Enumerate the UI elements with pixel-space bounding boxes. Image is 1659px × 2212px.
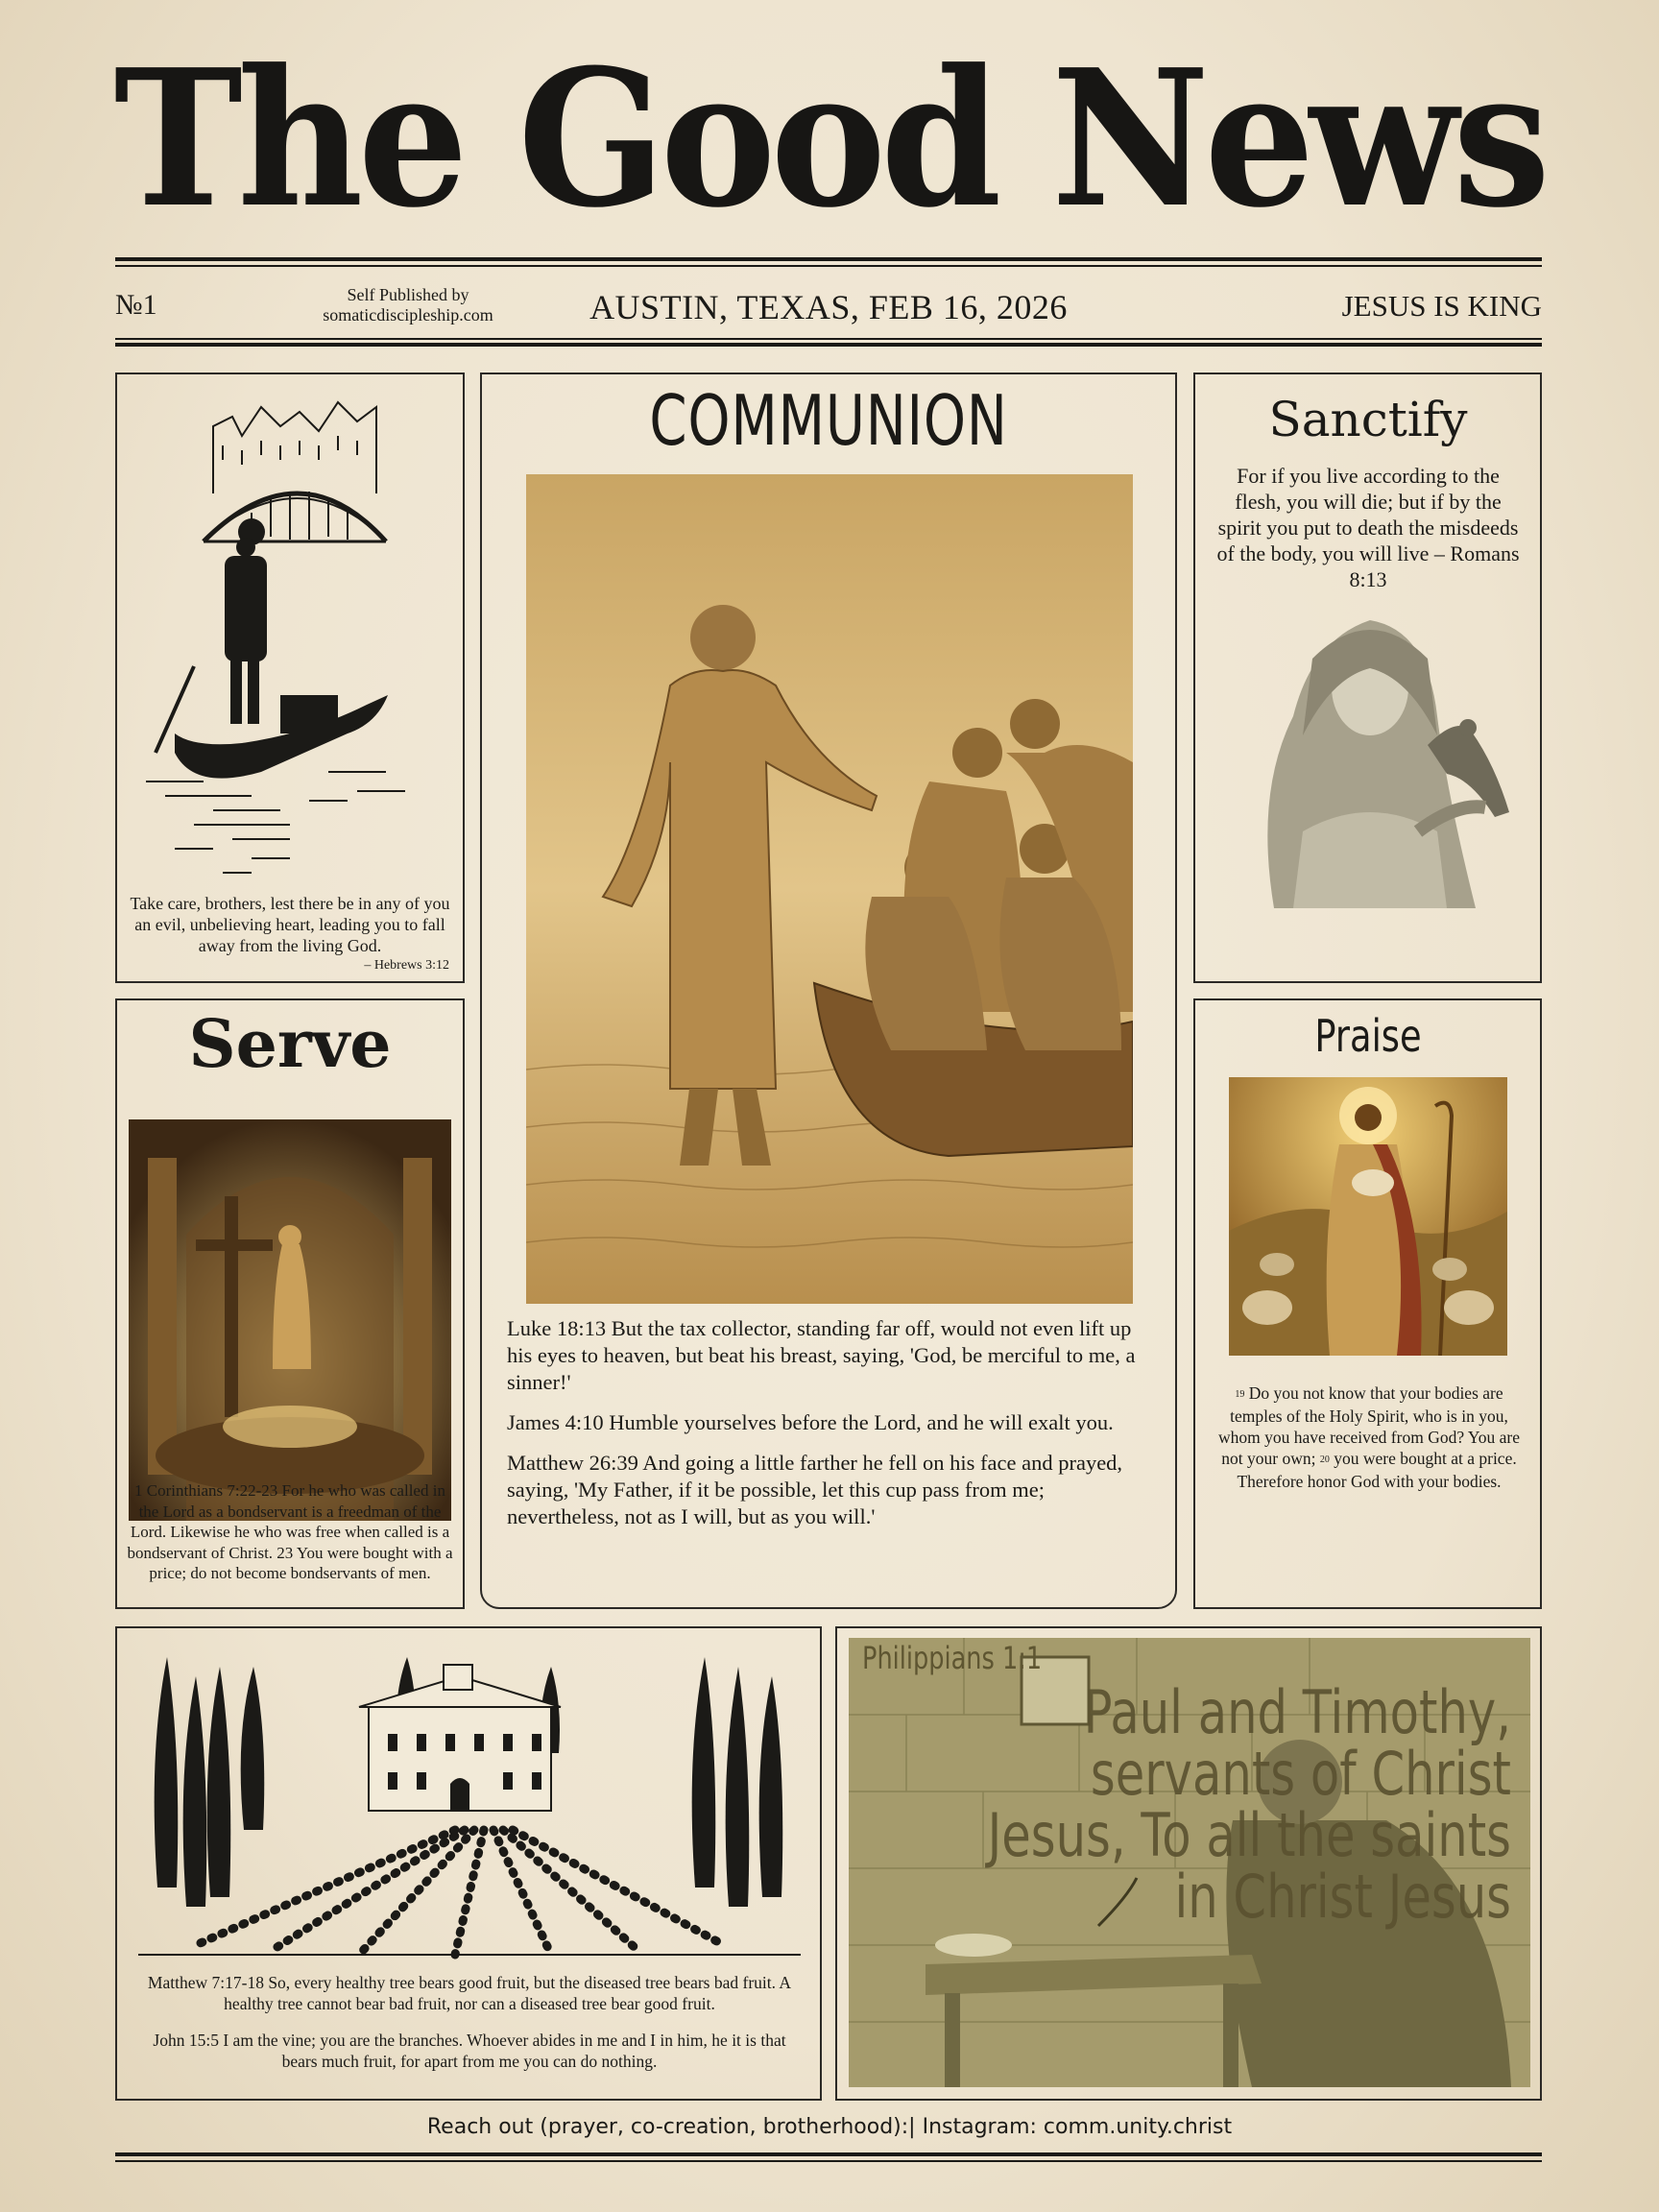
philippians-panel <box>835 1626 1542 2101</box>
fountain-illustration <box>129 1119 451 1521</box>
publisher-line: Self Published by <box>347 285 469 304</box>
praise-title: Praise <box>1314 1010 1422 1062</box>
praise-panel <box>1193 998 1542 1609</box>
mary-with-dove-illustration <box>1216 601 1522 908</box>
verse-number: 20 <box>1319 1455 1330 1465</box>
praise-verse <box>1211 1382 1527 1492</box>
masthead-title: The Good News <box>113 29 1546 250</box>
footer-rule <box>115 2152 1542 2156</box>
gondola-verse-reference: – Hebrews 3:12 <box>364 958 449 973</box>
dateline-rule <box>115 343 1542 347</box>
philippians-reference: Philippians 1:1 <box>862 1640 1043 1676</box>
footer-rule-thin <box>115 2160 1542 2162</box>
masthead-rule-top-thin <box>115 265 1542 267</box>
publisher-site: somaticdiscipleship.com <box>323 305 493 325</box>
serve-panel <box>115 998 465 1609</box>
jesus-walking-on-water-illustration <box>526 474 1133 1304</box>
vineyard-paragraph: Matthew 7:17-18 So, every healthy tree bears good fruit, but the diseased tree bears bad fruit. A healthy tree cannot bear bad fruit, nor can a diseased tree bear good fruit. <box>147 1973 792 2013</box>
dateline <box>115 274 1542 333</box>
vineyard-paragraph: John 15:5 I am the vine; you are the branches. Whoever abides in me and I in him, he it is that bears much fruit, for apart from me you can do nothing. <box>153 2031 786 2071</box>
motto: JESUS IS KING <box>1341 289 1542 323</box>
vineyard-villa-illustration <box>138 1638 801 1964</box>
verse-number: 19 <box>1235 1389 1245 1400</box>
communion-title: COMMUNION <box>649 380 1008 461</box>
masthead-rule-top <box>115 257 1542 261</box>
gondola-illustration <box>136 388 445 926</box>
footer-contact: Reach out (prayer, co-creation, brotherhood):| Instagram: comm.unity.christ <box>426 2115 1233 2139</box>
issue-number: №1 <box>115 289 157 321</box>
communion-paragraph: James 4:10 Humble yourselves before the Lord, and he will exalt you. <box>507 1410 1114 1434</box>
sanctify-panel <box>1193 373 1542 983</box>
philippians-quote: Paul and Timothy, servants of Christ Jesus, To all the saints in Christ Jesus <box>987 1677 1511 1932</box>
good-shepherd-illustration <box>1229 1077 1507 1356</box>
serve-title: Serve <box>188 1006 392 1083</box>
vineyard-verses <box>140 1972 799 2087</box>
communion-paragraph: Matthew 26:39 And going a little farther he fell on his face and prayed, saying, 'My Father, if it be possible, let this cup pass from me; nevertheless, not as I will, but as you will.' <box>507 1451 1123 1528</box>
place-date: AUSTIN, TEXAS, FEB 16, 2026 <box>589 288 1068 326</box>
sanctify-title: Sanctify <box>1268 392 1468 447</box>
vineyard-panel <box>115 1626 822 2101</box>
communion-paragraph: Luke 18:13 But the tax collector, standing far off, would not even lift up his eyes to heaven, but beat his breast, saying, 'God, be merciful to me, a sinner!' <box>507 1316 1136 1394</box>
communion-panel <box>480 373 1177 1609</box>
gondola-verse: Take care, brothers, lest there be in any of you an evil, unbelieving heart, leading you to fall away from the living God. <box>130 894 450 955</box>
dateline-rule-thin <box>115 338 1542 340</box>
serve-verse: 1 Corinthians 7:22-23 For he who was called in the Lord as a bondservant is a freedman of the Lord. Likewise he who was free when called is a bondservant of Christ. 23 You were bought with a price; do not become bondservants of men. <box>127 1481 453 1582</box>
communion-body <box>507 1315 1160 1544</box>
sanctify-verse: For if you live according to the flesh, you will die; but if by the spirit you put to death the misdeeds of the body, you will live – Romans 8:13 <box>1216 464 1520 591</box>
gondola-panel <box>115 373 465 983</box>
praise-verse-part: you were bought at a price. Therefore honor God with your bodies. <box>1237 1449 1517 1491</box>
praise-verse-part: Do you not know that your bodies are temples of the Holy Spirit, who is in you, whom you have received from God? You are not your own; <box>1218 1383 1520 1468</box>
